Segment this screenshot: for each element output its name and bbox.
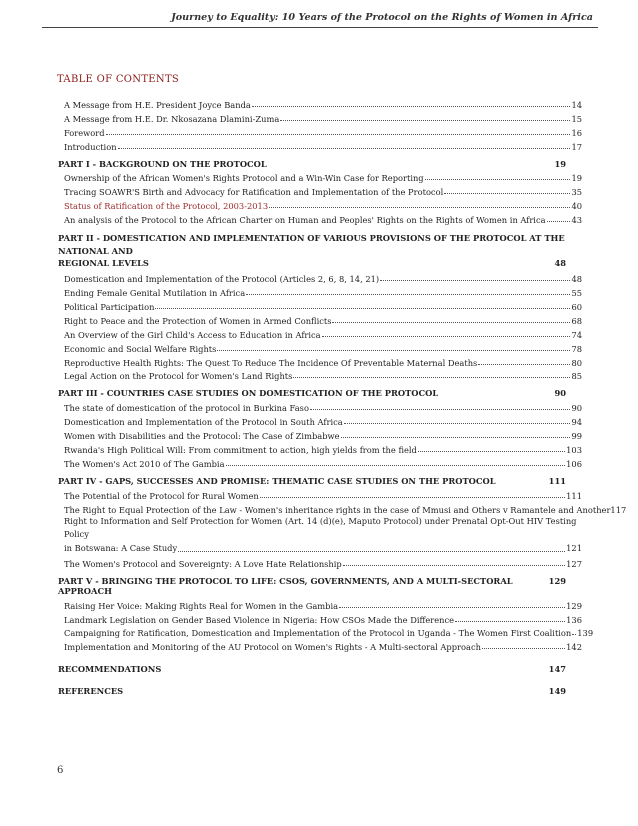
toc-entry-page: 17 [571, 141, 582, 152]
toc-entry[interactable] [58, 427, 582, 441]
toc-entry-page: 139 [577, 628, 594, 639]
table-of-contents [58, 96, 627, 697]
toc-entry[interactable] [58, 611, 582, 625]
toc-entry-title: Status of Ratification of the Protocol, 2003-2013 [64, 201, 269, 212]
toc-entry[interactable] [58, 441, 582, 455]
toc-entry[interactable] [58, 183, 582, 197]
part-heading[interactable] [58, 476, 582, 486]
part-title: PART V - BRINGING THE PROTOCOL TO LIFE: CSOS, GOVERNMENTS, AND A MULTI-SECTORAL APPROACH [58, 575, 513, 596]
part-title: PART III - COUNTRIES CASE STUDIES ON DOMESTICATION OF THE PROTOCOL [58, 388, 439, 399]
dot-leader [260, 497, 565, 498]
toc-entry-title: An analysis of the Protocol to the African Charter on Human and Peoples' Rights on the Rights of Women in Africa [64, 215, 546, 226]
part-title: REFERENCES [58, 686, 124, 697]
toc-entry-page: 48 [571, 274, 582, 285]
toc-entry[interactable] [58, 501, 627, 515]
toc-entry-page: 142 [566, 642, 582, 653]
toc-entry[interactable] [58, 399, 582, 413]
toc-entry-title: Introduction [64, 141, 117, 152]
toc-entry-page: 80 [571, 357, 582, 368]
toc-entry[interactable] [58, 211, 582, 225]
toc-entry-title: Campaigning for Ratification, Domestication and Implementation of the Protocol in Uganda - The Women First Coalition [64, 628, 572, 639]
toc-entry-title: Domestication and Implementation of the Protocol (Articles 2, 6, 8, 14, 21) [64, 274, 380, 285]
part-title: PART I - BACKGROUND ON THE PROTOCOL [58, 158, 267, 169]
toc-entry-page: 85 [571, 371, 582, 382]
toc-entry-title: Right to Information and Self Protection for Women (Art. 14 (d)(e), Maputo Protocol) under Prenatal Opt-Out HIV Testing Policy [64, 515, 577, 540]
toc-entry[interactable] [58, 625, 594, 639]
part-page: 111 [548, 475, 566, 486]
toc-entry[interactable] [58, 326, 582, 340]
toc-entry-page: 103 [566, 445, 582, 456]
references-heading[interactable] [58, 686, 582, 696]
part-title-continued: REGIONAL LEVELS [58, 257, 149, 268]
dot-leader [252, 106, 571, 107]
dot-leader [310, 409, 570, 410]
toc-entry-title: Rwanda's High Political Will: From commitment to action, high yields from the field [64, 445, 417, 456]
part-heading[interactable] [58, 159, 582, 169]
toc-entry-page: 19 [571, 173, 582, 184]
toc-entry-page: 43 [571, 215, 582, 226]
dot-leader [280, 120, 570, 121]
part-page: 48 [554, 257, 566, 268]
part-heading[interactable] [58, 232, 582, 269]
toc-entry-title: Legal Action on the Protocol for Women's Land Rights [64, 371, 293, 382]
toc-entry[interactable] [58, 96, 582, 110]
part-title: RECOMMENDATIONS [58, 664, 162, 675]
toc-entry-page: 35 [571, 187, 582, 198]
dot-leader [572, 634, 576, 635]
toc-entry[interactable] [58, 597, 582, 611]
part-page: 19 [554, 158, 566, 169]
toc-entry[interactable] [58, 138, 582, 152]
toc-entry-title: A Message from H.E. Dr. Nkosazana Dlamini-Zuma [64, 113, 280, 124]
toc-entry-title: Political Participation [64, 302, 155, 313]
toc-entry-page: 117 [610, 504, 627, 515]
header-rule [42, 27, 598, 28]
toc-entry-page: 78 [571, 343, 582, 354]
part-title: PART II - DOMESTICATION AND IMPLEMENTATION OF VARIOUS PROVISIONS OF THE PROTOCOL AT THE NATIONAL AND [58, 233, 565, 256]
dot-leader [226, 465, 566, 466]
toc-entry[interactable] [58, 340, 582, 354]
running-header: Journey to Equality: 10 Years of the Protocol on the Rights of Women in Africa [171, 12, 593, 23]
toc-entry-title: The Women's Act 2010 of The Gambia [64, 458, 225, 469]
dot-leader [106, 134, 571, 135]
toc-entry[interactable] [58, 555, 582, 569]
dot-leader [118, 148, 571, 149]
toc-entry-page: 129 [566, 600, 582, 611]
toc-entry-page: 14 [571, 99, 582, 110]
dot-leader [246, 294, 570, 295]
toc-entry[interactable] [58, 170, 582, 184]
toc-entry-title: The Potential of the Protocol for Rural Women [64, 490, 259, 501]
toc-entry-page: 106 [566, 458, 582, 469]
dot-leader [178, 551, 565, 552]
dot-leader [341, 437, 571, 438]
dot-leader [332, 322, 570, 323]
dot-leader [343, 565, 565, 566]
dot-leader [478, 364, 570, 365]
toc-entry-title: Economic and Social Welfare Rights [64, 343, 217, 354]
part-page: 129 [548, 575, 566, 586]
part-page: 149 [548, 686, 566, 697]
toc-entry-title: An Overview of the Girl Child's Access to Education in Africa [64, 329, 321, 340]
recommendations-heading[interactable] [58, 664, 582, 674]
toc-entry-title: Raising Her Voice: Making Rights Real for Women in the Gambia [64, 600, 339, 611]
dot-leader [418, 451, 565, 452]
dot-leader [380, 280, 570, 281]
part-page: 147 [548, 664, 566, 675]
dot-leader [444, 193, 570, 194]
toc-entry-title: Ownership of the African Women's Rights Protocol and a Win-Win Case for Reporting [64, 173, 424, 184]
toc-entry-page: 127 [566, 558, 582, 569]
part-title: PART IV - GAPS, SUCCESSES AND PROMISE: THEMATIC CASE STUDIES ON THE PROTOCOL [58, 475, 496, 486]
part-heading[interactable] [58, 576, 582, 596]
part-page: 90 [554, 388, 566, 399]
toc-entry-page: 15 [571, 113, 582, 124]
toc-entry-page: 68 [571, 315, 582, 326]
dot-leader [425, 179, 571, 180]
toc-entry[interactable] [58, 124, 582, 138]
toc-entry[interactable] [58, 413, 582, 427]
toc-entry-page: 60 [571, 302, 582, 313]
toc-title: TABLE OF CONTENTS [57, 74, 180, 85]
toc-entry[interactable] [58, 197, 582, 211]
dot-leader [339, 607, 565, 608]
toc-entry-title: A Message from H.E. President Joyce Banda [64, 99, 251, 110]
toc-entry-title: Right to Peace and the Protection of Women in Armed Conflicts [64, 315, 332, 326]
dot-leader [217, 350, 570, 351]
toc-entry-page: 74 [571, 329, 582, 340]
toc-entry-title: Reproductive Health Rights: The Quest To Reduce The Incidence Of Preventable Maternal Deaths [64, 357, 478, 368]
toc-entry[interactable] [58, 298, 582, 312]
toc-entry[interactable] [58, 312, 582, 326]
toc-entry[interactable] [58, 455, 582, 469]
toc-entry-title: Domestication and Implementation of the Protocol in South Africa [64, 417, 343, 428]
toc-entry-page: 16 [571, 127, 582, 138]
page-number: 6 [57, 765, 64, 776]
toc-entry-title: Landmark Legislation on Gender Based Violence in Nigeria: How CSOs Made the Difference [64, 614, 455, 625]
toc-entry-title: Foreword [64, 127, 105, 138]
toc-entry-page: 40 [571, 201, 582, 212]
dot-leader [155, 308, 570, 309]
dot-leader [455, 621, 565, 622]
toc-entry-page: 111 [566, 490, 582, 501]
toc-entry-title: Ending Female Genital Mutilation in Africa [64, 288, 246, 299]
toc-entry[interactable] [58, 368, 582, 382]
toc-entry[interactable] [58, 487, 582, 501]
toc-entry[interactable] [58, 638, 582, 652]
toc-entry-title: Implementation and Monitoring of the AU Protocol on Women's Rights - A Multi-sectoral Approach [64, 642, 481, 653]
dot-leader [293, 377, 570, 378]
dot-leader [547, 221, 571, 222]
toc-entry-title-continued: in Botswana: A Case Study [64, 542, 178, 553]
dot-leader [269, 207, 570, 208]
toc-entry-page: 55 [571, 288, 582, 299]
toc-entry[interactable] [58, 270, 582, 284]
toc-entry-page: 99 [571, 431, 582, 442]
toc-entry-title: The Women's Protocol and Sovereignty: A Love Hate Relationship [64, 558, 342, 569]
toc-entry-page: 90 [571, 403, 582, 414]
toc-entry[interactable] [58, 515, 582, 555]
part-heading[interactable] [58, 388, 582, 398]
toc-entry[interactable] [58, 354, 582, 368]
toc-entry-title: Women with Disabilities and the Protocol: The Case of Zimbabwe [64, 431, 340, 442]
toc-entry[interactable] [58, 110, 582, 124]
dot-leader [482, 648, 565, 649]
dot-leader [344, 423, 571, 424]
toc-entry-title: The Right to Equal Protection of the Law - Women's inheritance rights in the case of Mmusi and Others v Ramantele and Another [64, 504, 611, 515]
toc-entry[interactable] [58, 284, 582, 298]
toc-entry-page: 121 [566, 542, 582, 553]
dot-leader [322, 336, 571, 337]
toc-entry-title: The state of domestication of the protocol in Burkina Faso [64, 403, 309, 414]
toc-entry-page: 136 [566, 614, 582, 625]
toc-entry-title: Tracing SOAWR'S Birth and Advocacy for Ratification and Implementation of the Protocol [64, 187, 444, 198]
toc-entry-page: 94 [571, 417, 582, 428]
